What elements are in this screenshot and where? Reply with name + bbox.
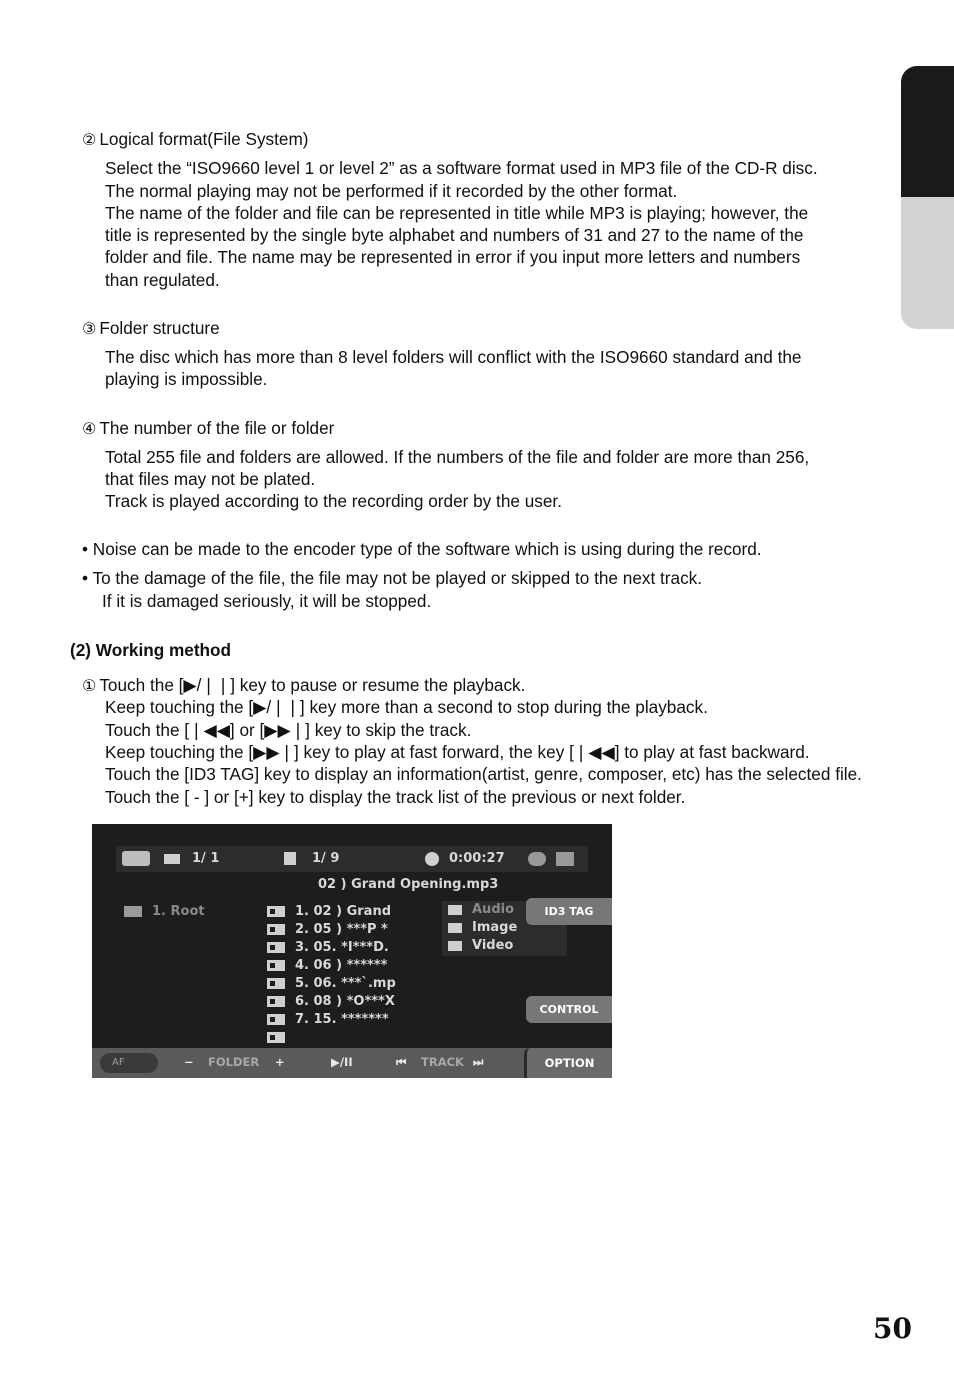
file-number-line: Total 255 file and folders are allowed. If the numbers of the file and folder are more than 256, [105, 447, 810, 467]
bullet-continuation: If it is damaged seriously, it will be stopped. [102, 591, 432, 611]
file-number-heading: ④ The number of the file or folder [82, 418, 335, 438]
control-button[interactable]: CONTROL [526, 996, 612, 1023]
working-method-heading: (2) Working method [70, 640, 232, 660]
play-time: 0:00:27 [449, 851, 505, 866]
working-method-line: Touch the [❘◀◀] or [▶▶❘] key to skip the track. [105, 720, 472, 740]
file-icon [267, 924, 285, 935]
file-icon [267, 960, 285, 971]
logical-format-line: Select the “ISO9660 level 1 or level 2” as a software format used in MP3 file of the CD-R disc. [105, 158, 818, 178]
folder-structure-heading: ③ Folder structure [82, 318, 220, 338]
track-list-item[interactable]: 1. 02 ) Grand [295, 904, 392, 919]
status-bar [116, 846, 588, 872]
track-list-item[interactable]: 5. 06. ***`.mp [295, 976, 396, 991]
file-icon [267, 942, 285, 953]
file-icon [267, 906, 285, 917]
chapter-tab-dark [901, 66, 954, 197]
working-method-line: Keep touching the [▶/❘❘] key more than a second to stop during the playback. [105, 697, 708, 717]
folder-label: FOLDER [208, 1055, 260, 1069]
disc-icon [122, 851, 150, 866]
video-icon [448, 941, 462, 951]
file-number-line: that files may not be plated. [105, 469, 316, 489]
working-method-line: Keep touching the [▶▶❘] key to play at fast forward, the key [❘◀◀] to play at fast backward. [105, 742, 810, 762]
file-icon [267, 996, 285, 1007]
mp3-player-screenshot [92, 824, 612, 1078]
file-icon [267, 1032, 285, 1043]
working-method-first: ① Touch the [▶/❘❘] key to pause or resume the playback. [82, 675, 526, 695]
track-count: 1/ 9 [312, 851, 340, 866]
next-track-icon[interactable]: ⏭ [473, 1055, 484, 1069]
working-method-line: Touch the [ - ] or [+] key to display the track list of the previous or next folder. [105, 787, 686, 807]
option-button[interactable]: OPTION [524, 1048, 612, 1078]
track-list-item[interactable]: 3. 05. *I***D. [295, 940, 389, 955]
media-audio[interactable]: Audio [472, 902, 515, 917]
logical-format-line: The name of the folder and file can be represented in title while MP3 is playing; however, the [105, 203, 809, 223]
file-icon [267, 1014, 285, 1025]
image-icon [448, 923, 462, 933]
clock-icon [425, 852, 439, 866]
file-number-line: Track is played according to the recording order by the user. [105, 491, 562, 511]
prev-track-icon[interactable]: ⏮ [396, 1055, 407, 1069]
folder-count: 1/ 1 [192, 851, 220, 866]
working-method-line: Touch the [ID3 TAG] key to display an information(artist, genre, composer, etc) has the selected file. [105, 764, 862, 784]
folder-open-icon [124, 906, 142, 917]
logical-format-line: The normal playing may not be performed if it recorded by the other format. [105, 181, 678, 201]
logical-format-line: title is represented by the single byte alphabet and numbers of 31 and 27 to the name of the [105, 225, 804, 245]
af-button[interactable]: AF [100, 1053, 158, 1073]
logical-format-line: folder and file. The name may be represented in error if you input more letters and numbers [105, 247, 801, 267]
track-list-item[interactable]: 7. 15. ******* [295, 1012, 389, 1027]
audio-icon [448, 905, 462, 915]
id3-tag-button[interactable]: ID3 TAG [526, 898, 612, 925]
track-label: TRACK [421, 1055, 464, 1069]
folder-structure-line: The disc which has more than 8 level folders will conflict with the ISO9660 standard and the [105, 347, 802, 367]
track-icon [284, 852, 296, 865]
chapter-tab-light [901, 197, 954, 329]
bullet-item: • Noise can be made to the encoder type of the software which is using during the record. [82, 539, 762, 559]
folder-minus-button[interactable]: − [184, 1055, 194, 1069]
media-video[interactable]: Video [472, 938, 514, 953]
bottom-control-bar [92, 1048, 612, 1078]
track-list-item[interactable]: 2. 05 ) ***P * [295, 922, 388, 937]
repeat-icon [556, 852, 574, 866]
now-playing: 02 ) Grand Opening.mp3 [318, 877, 499, 892]
logical-format-line: than regulated. [105, 270, 220, 290]
sd-icon [528, 852, 546, 866]
folder-name[interactable]: 1. Root [152, 904, 205, 919]
folder-structure-line: playing is impossible. [105, 369, 268, 389]
page-number: 50 [873, 1312, 912, 1345]
file-icon [267, 978, 285, 989]
bullet-item: • To the damage of the file, the file may not be played or skipped to the next track. [82, 568, 703, 588]
media-image[interactable]: Image [472, 920, 518, 935]
logical-format-heading: ② Logical format(File System) [82, 129, 309, 149]
track-list-item[interactable]: 6. 08 ) *O***X [295, 994, 395, 1009]
play-pause-button[interactable]: ▶/II [331, 1055, 353, 1069]
folder-icon [164, 854, 180, 864]
folder-plus-button[interactable]: + [275, 1055, 285, 1069]
track-list-item[interactable]: 4. 06 ) ****** [295, 958, 388, 973]
